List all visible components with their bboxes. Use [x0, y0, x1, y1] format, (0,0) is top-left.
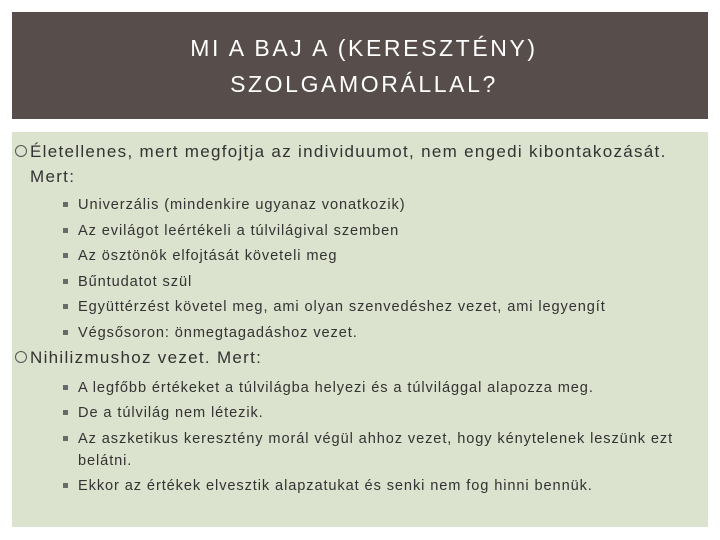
- list-item: [62, 220, 702, 242]
- list-item-text: De a túlvilág nem létezik.: [78, 405, 264, 422]
- hollow-circle-bullet-icon: [15, 145, 27, 157]
- slide-title-bar: [12, 12, 708, 119]
- slide-title-line-1: MI A BAJ A (KERESZTÉNY): [190, 34, 538, 61]
- square-bullet-icon: [63, 228, 68, 233]
- list-item: [62, 194, 702, 216]
- square-bullet-icon: [63, 304, 68, 309]
- slide-title-line-2: SZOLGAMORÁLLAL?: [230, 70, 498, 97]
- list-item: [62, 402, 702, 425]
- list-item-text: Az ösztönök elfojtását követeli meg: [78, 248, 338, 265]
- list-item: [62, 377, 702, 400]
- list-item: [62, 271, 702, 293]
- square-bullet-icon: [63, 202, 68, 207]
- list-item: [62, 245, 702, 267]
- square-bullet-icon: [63, 410, 68, 415]
- list-item-text: Bűntudatot szül: [78, 273, 193, 290]
- list-item-text: A legfőbb értékeket a túlvilágba helyezi és a túlvilággal alapozza meg.: [78, 380, 594, 396]
- main-point-text: Életellenes, mert megfojtja az individuumot, nem engedi kibontakozását. Mert:: [30, 142, 667, 186]
- square-bullet-icon: [63, 279, 68, 284]
- list-item-text: Az evilágot leértékeli a túlvilágival szemben: [78, 222, 400, 239]
- subpoint-list-1: [62, 194, 702, 348]
- main-point-2: [12, 345, 702, 370]
- square-bullet-icon: [63, 436, 68, 441]
- main-point-text: Nihilizmushoz vezet. Mert:: [30, 348, 263, 367]
- list-item: [62, 428, 702, 473]
- list-item-text: Univerzális (mindenkire ugyanaz vonatkozik): [78, 197, 406, 213]
- list-item: [62, 296, 702, 318]
- list-item-text: Együttérzést követel meg, ami olyan szenvedéshez vezet, ami legyengít: [78, 299, 606, 316]
- square-bullet-icon: [63, 253, 68, 258]
- list-item-text: Végsősoron: önmegtagadáshoz vezet.: [78, 324, 358, 341]
- list-item-text: Ekkor az értékek elvesztik alapzatukat és senki nem fog hinni bennük.: [78, 478, 593, 495]
- subpoint-list-2: [62, 377, 702, 501]
- main-point-1: [12, 139, 702, 189]
- square-bullet-icon: [63, 385, 68, 390]
- list-item: [62, 475, 702, 498]
- square-bullet-icon: [63, 330, 68, 335]
- hollow-circle-bullet-icon: [15, 351, 27, 363]
- square-bullet-icon: [63, 483, 68, 488]
- list-item: [62, 322, 702, 344]
- list-item-text: Az aszketikus keresztény morál végül ahhoz vezet, hogy kénytelenek leszünk ezt belátni.: [78, 430, 674, 470]
- slide-content: [12, 132, 708, 527]
